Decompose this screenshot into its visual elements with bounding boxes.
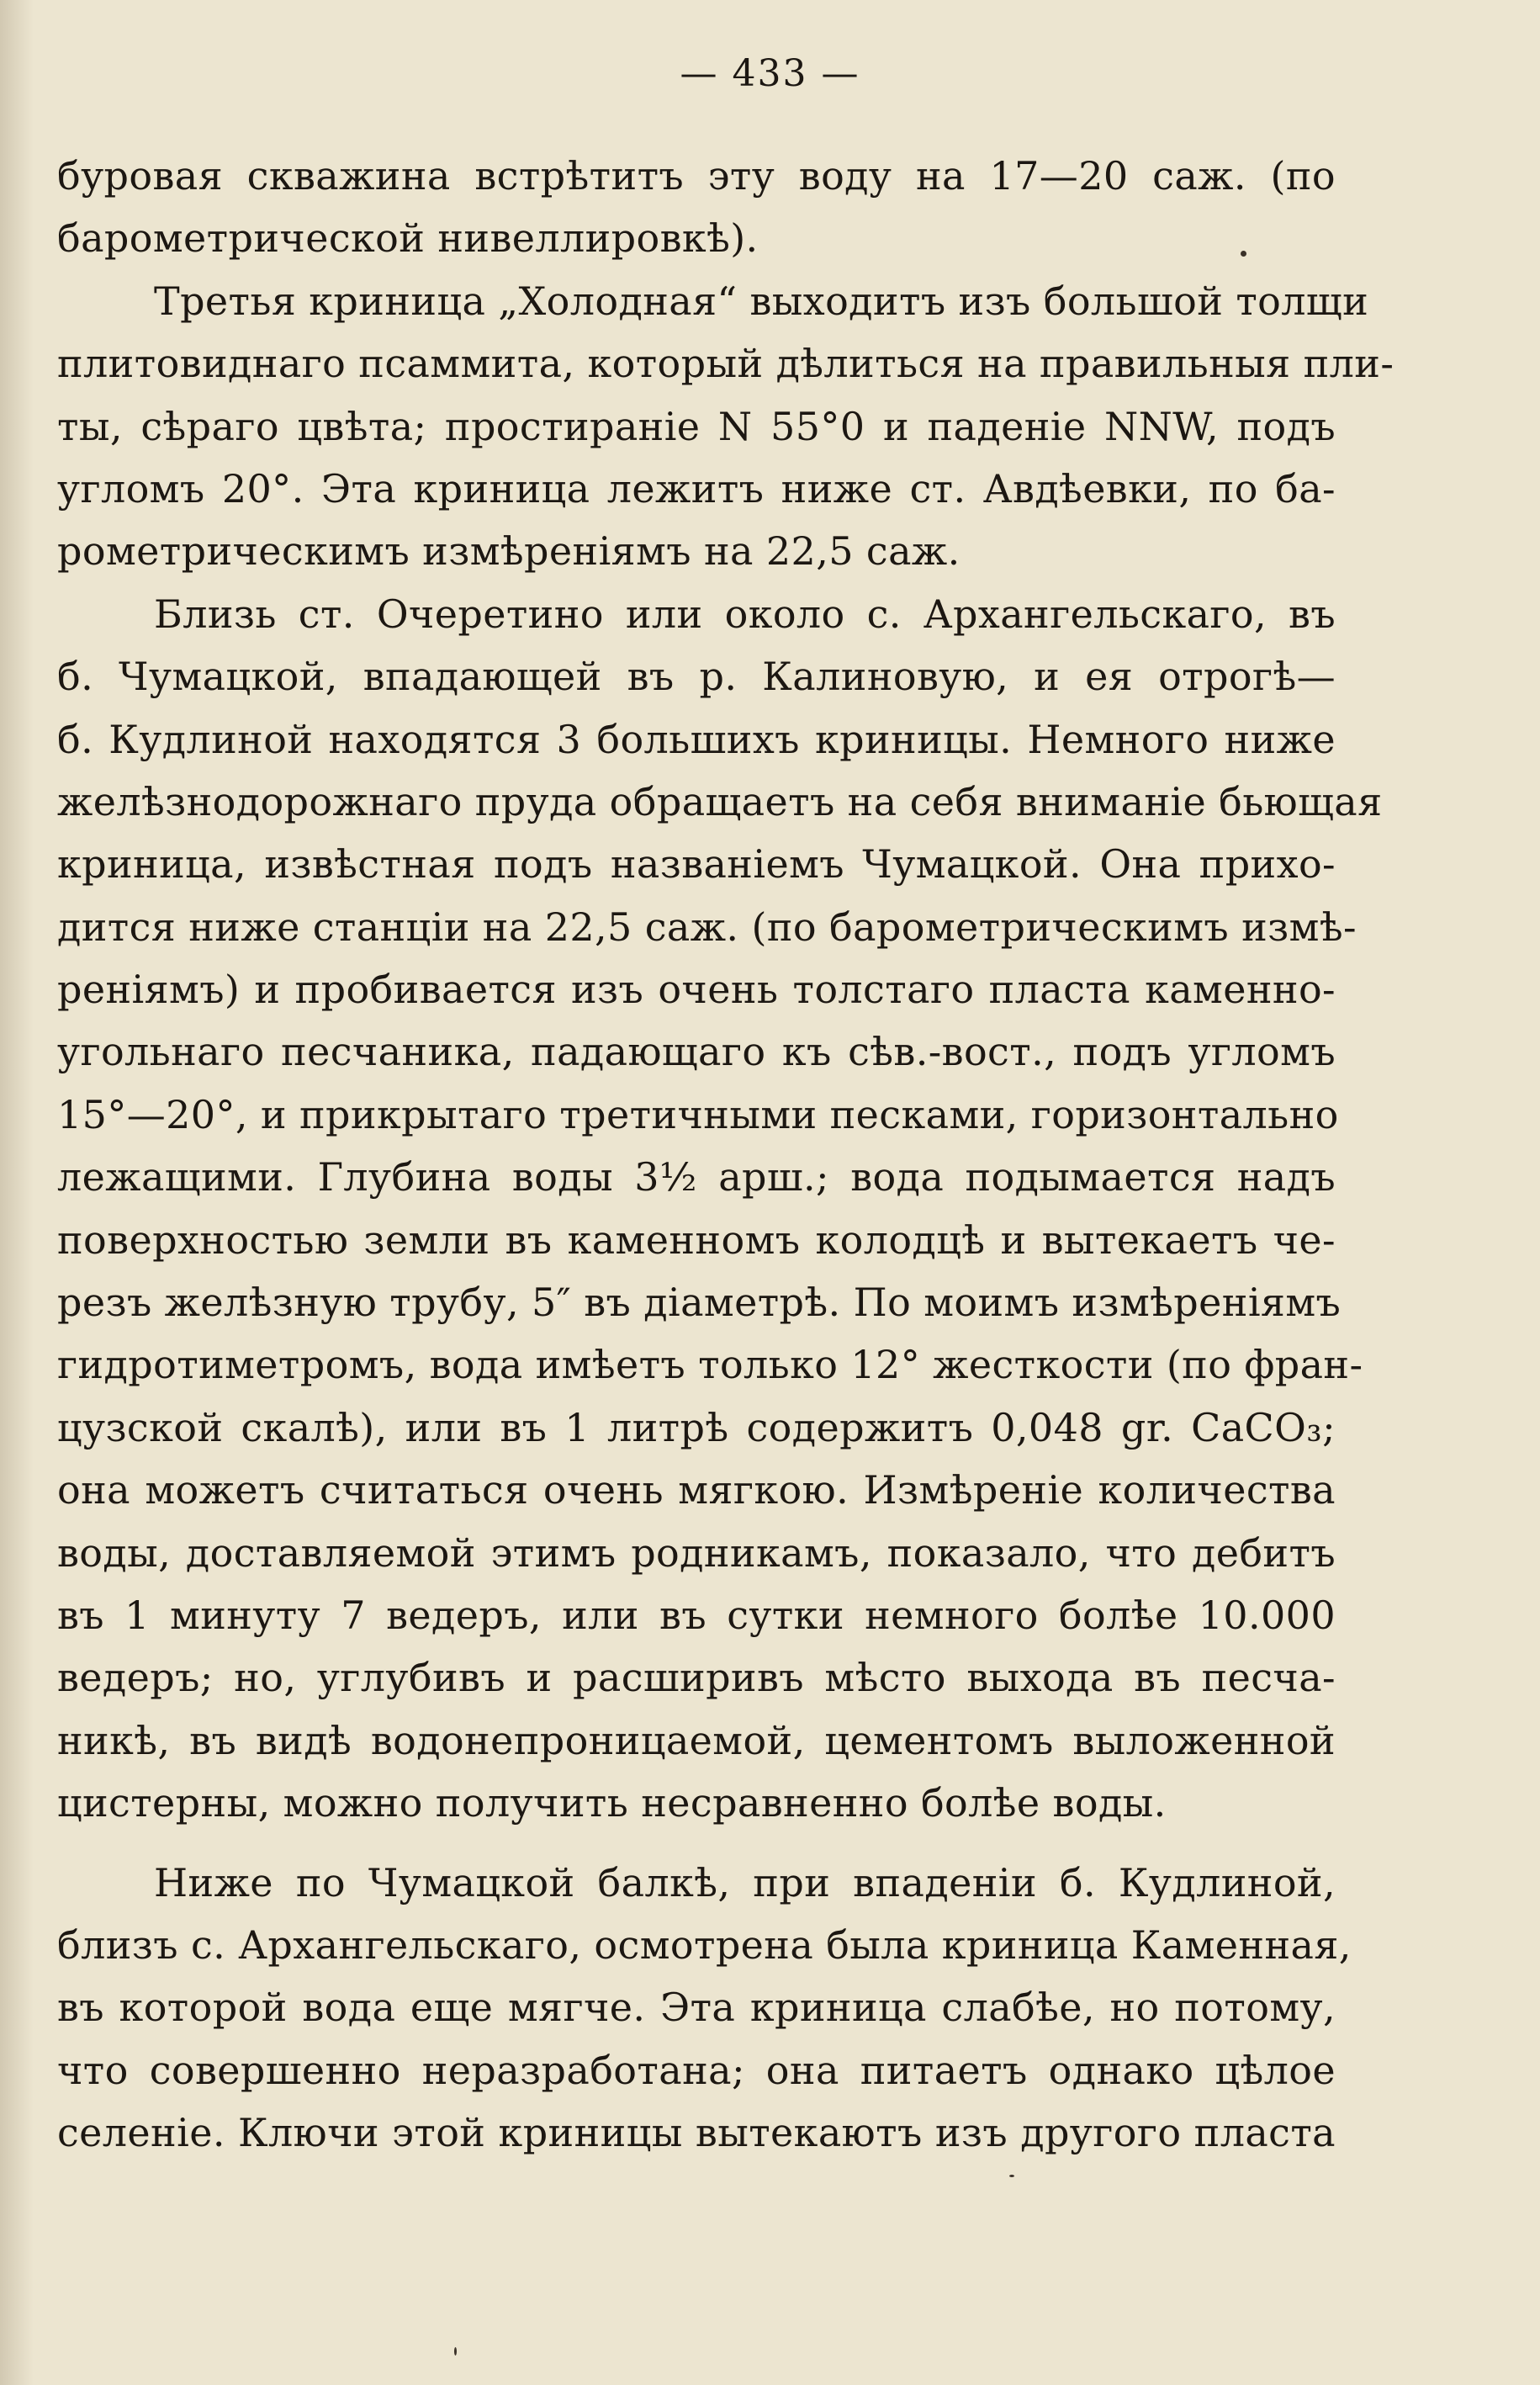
- ink-speck: [1241, 251, 1246, 257]
- text-line-27: цистерны, можно получить несравненно болѣе воды.: [57, 1780, 1167, 1826]
- text-line-12: криница, извѣстная подъ названіемъ Чумацкой. Она прихо-: [57, 841, 1336, 888]
- text-line-16: 15°—20°, и прикрытаго третичными песками, горизонтально: [57, 1091, 1339, 1137]
- text-line-19: резъ желѣзную трубу, 5″ въ діаметрѣ. По моимъ измѣреніямъ: [57, 1280, 1342, 1326]
- body-text: [57, 145, 1394, 2165]
- text-line-31: что совершенно неразработана; она питаетъ однако цѣлое: [57, 2047, 1336, 2093]
- text-line-14: реніямъ) и пробивается изъ очень толстаго пласта каменно-: [57, 967, 1336, 1013]
- page-number: — 433 —: [680, 52, 860, 95]
- text-line-9: б. Чумацкой, впадающей въ р. Калиновую, и ея отрогѣ—: [57, 654, 1336, 700]
- text-line-13: дится ниже станціи на 22,5 саж. (по барометрическимъ измѣ-: [57, 904, 1357, 950]
- text-line-8: Близь ст. Очеретино или около с. Архангельскаго, въ: [154, 591, 1336, 637]
- text-line-11: желѣзнодорожнаго пруда обращаетъ на себя вниманіе бьющая: [57, 778, 1383, 824]
- text-line-7: рометрическимъ измѣреніямъ на 22,5 саж.: [57, 528, 961, 575]
- text-line-6: угломъ 20°. Эта криница лежитъ ниже ст. Авдѣевки, по ба-: [57, 465, 1336, 511]
- text-line-3: Третья криница „Холодная“ выходитъ изъ большой толщи: [154, 278, 1369, 324]
- text-line-30: въ которой вода еще мягче. Эта криница слабѣе, но потому,: [57, 1985, 1336, 2031]
- text-line-18: поверхностью земли въ каменномъ колодцѣ и вытекаетъ че-: [57, 1216, 1336, 1263]
- page-gutter-shadow: [0, 0, 34, 2385]
- ink-speck: [454, 2347, 457, 2356]
- text-line-21: цузской скалѣ), или въ 1 литрѣ содержитъ 0,048 gr. CaCO₃;: [57, 1404, 1336, 1450]
- text-line-4: плитовиднаго псаммита, который дѣлиться на правильныя пли-: [57, 341, 1394, 387]
- text-line-5: ты, сѣраго цвѣта; простираніе N 55°0 и паденіе NNW, подъ: [57, 403, 1336, 449]
- text-line-17: лежащими. Глубина воды 3½ арш.; вода подымается надъ: [57, 1154, 1336, 1200]
- text-line-25: ведеръ; но, углубивъ и расширивъ мѣсто выхода въ песча-: [57, 1655, 1336, 1701]
- text-line-22: она можетъ считаться очень мягкою. Измѣреніе количества: [57, 1467, 1336, 1513]
- text-line-10: б. Кудлиной находятся 3 большихъ криницы. Немного ниже: [57, 716, 1336, 762]
- text-line-1: буровая скважина встрѣтитъ эту воду на 17—20 саж. (по: [57, 153, 1336, 199]
- text-line-2: барометрической нивеллировкѣ).: [57, 215, 759, 262]
- text-line-32: селеніе. Ключи этой криницы вытекаютъ изъ другого пласта: [57, 2110, 1336, 2156]
- text-line-24: въ 1 минуту 7 ведеръ, или въ сутки немного болѣе 10.000: [57, 1592, 1336, 1638]
- text-line-20: гидротиметромъ, вода имѣетъ только 12° жесткости (по фран-: [57, 1342, 1363, 1388]
- text-line-15: угольнаго песчаника, падающаго къ сѣв.-вост., подъ угломъ: [57, 1029, 1336, 1075]
- text-line-29: близъ с. Архангельскаго, осмотрена была криница Каменная,: [57, 1921, 1352, 1968]
- text-line-23: воды, доставляемой этимъ родникамъ, показало, что дебитъ: [57, 1529, 1336, 1576]
- ink-speck: [1009, 2175, 1014, 2177]
- text-line-28: Ниже по Чумацкой балкѣ, при впаденіи б. Кудлиной,: [154, 1859, 1336, 1905]
- text-line-26: никѣ, въ видѣ водонепроницаемой, цементомъ выложенной: [57, 1717, 1336, 1763]
